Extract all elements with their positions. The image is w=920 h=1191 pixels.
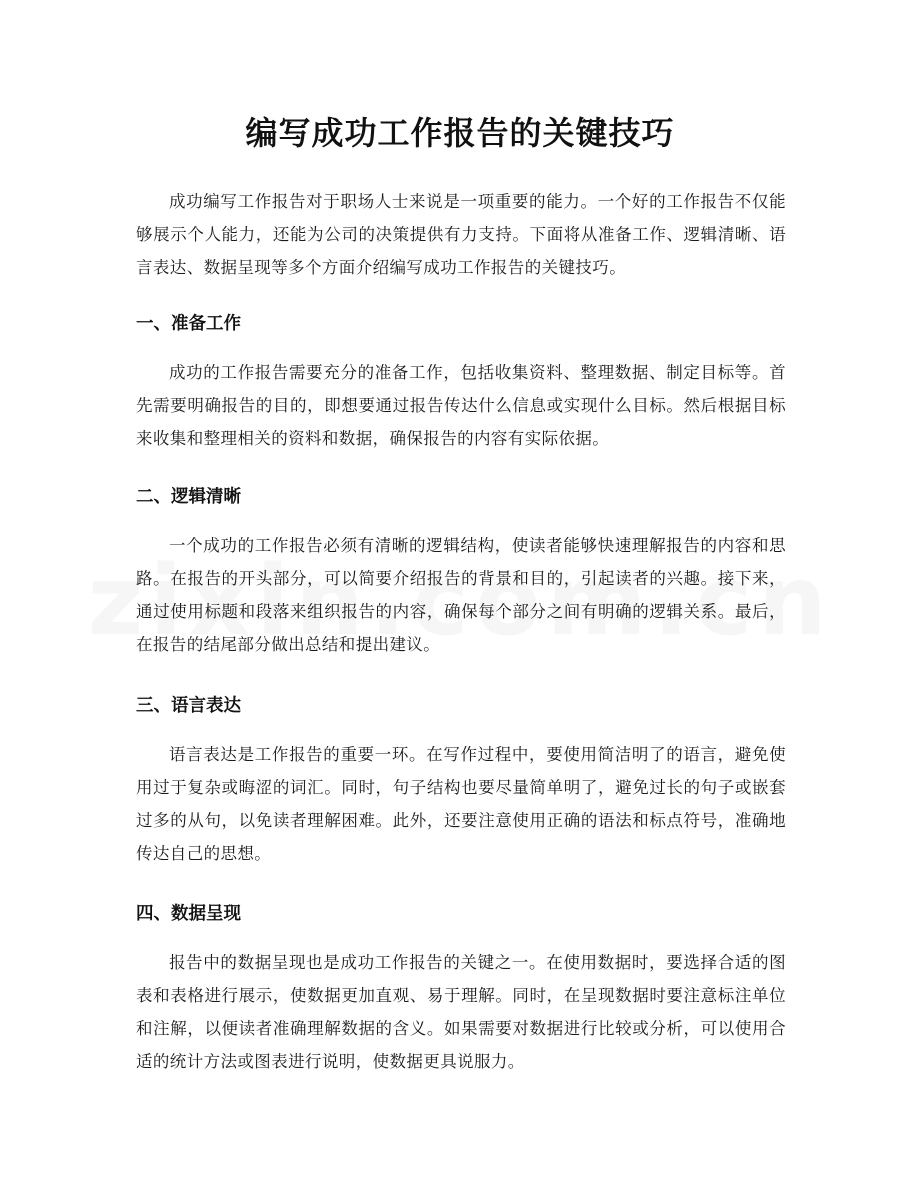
section-body-logic: 一个成功的工作报告必须有清晰的逻辑结构，使读者能够快速理解报告的内容和思路。在报告的开头部分，可以简要介绍报告的背景和目的，引起读者的兴趣。接下来，通过使用标题和段落来组织报告的内容，确保每个部分之间有明确的逻辑关系。最后，在报告的结尾部分做出总结和提出建议。 — [136, 536, 786, 654]
section-heading-data: 四、数据呈现 — [136, 904, 241, 924]
intro-paragraph: 成功编写工作报告对于职场人士来说是一项重要的能力。一个好的工作报告不仅能够展示个人能力，还能为公司的决策提供有力支持。下面将从准备工作、逻辑清晰、语言表达、数据呈现等多个方面介绍编写成功工作报告的关键技巧。 — [136, 192, 786, 277]
document-title: 编写成功工作报告的关键技巧 — [245, 114, 675, 152]
section-heading-logic: 二、逻辑清晰 — [136, 487, 241, 507]
section-body-data: 报告中的数据呈现也是成功工作报告的关键之一。在使用数据时，要选择合适的图表和表格进行展示，使数据更加直观、易于理解。同时，在呈现数据时要注意标注单位和注解，以便读者准确理解数据的含义。如果需要对数据进行比较或分析，可以使用合适的统计方法或图表进行说明，使数据更具说服力。 — [136, 953, 786, 1071]
section-body-preparation: 成功的工作报告需要充分的准备工作，包括收集资料、整理数据、制定目标等。首先需要明确报告的目的，即想要通过报告传达什么信息或实现什么目标。然后根据目标来收集和整理相关的资料和数据，确保报告的内容有实际依据。 — [136, 363, 786, 448]
section-heading-language: 三、语言表达 — [136, 696, 241, 716]
section-body-language: 语言表达是工作报告的重要一环。在写作过程中，要使用简洁明了的语言，避免使用过于复杂或晦涩的词汇。同时，句子结构也要尽量简单明了，避免过长的句子或嵌套过多的从句，以免读者理解困难。此外，还要注意使用正确的语法和标点符号，准确地传达自己的思想。 — [136, 745, 786, 863]
section-heading-preparation: 一、准备工作 — [136, 314, 241, 334]
